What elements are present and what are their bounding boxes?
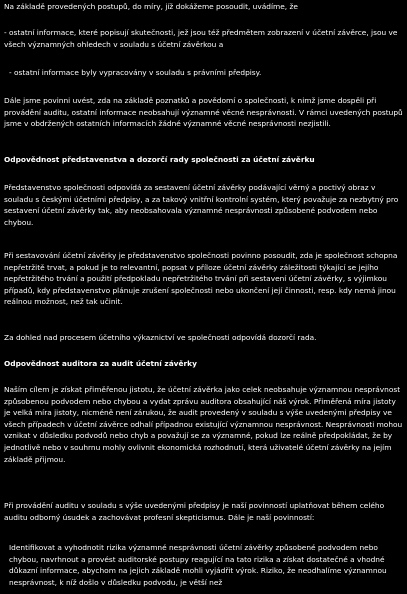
audit-duties-paragraph: Při provádění auditu v souladu s výše uvedenými předpisy je naší povinností uplatňovat během celého auditu odborný úsudek a zachovávat profesní skepticismus. Dále je naší povinností: <box>4 501 385 522</box>
list-item-consistency: - ostatní informace, které popisují skutečnosti, jež jsou též předmětem zobrazení v účetní závěrce, jsou ve všech významných ohledech v souladu s účetní závěrkou a <box>4 28 398 49</box>
list-item-compliance: - ostatní informace byly vypracovány v souladu s právními předpisy. <box>9 68 262 77</box>
board-responsibility-paragraph: Představenstvo společnosti odpovídá za sestavení účetní závěrky podávající věrný a poctivý obraz v souladu s českými účetními předpisy, a za takový vnitřní kontrolní systém, který považuje za nezbytný pro sestavení účetní závěrky tak, aby neobsahovala významné nesprávnosti způsobené podvodem nebo chybou. <box>4 183 399 227</box>
supervisory-board-paragraph: Za dohled nad procesem účetního výkaznictví ve společnosti odpovídá dozorčí rada. <box>4 333 317 342</box>
going-concern-paragraph: Při sestavování účetní závěrky je představenstvo společnosti povinno posoudit, zda je společnost schopna nepřetržitě trvat, a pokud je to relevantní, popsat v příloze účetní závěrky záležitosti týkající se jejího nepřetržitého trvání a použití předpokladu nepřetržitého trvání při sestavení účetní závěrky, s výjimkou případů, kdy představenstvo plánuje zrušení společnosti nebo ukončení její činnosti, resp. kdy nemá jinou reálnou možnost, než tak učinit. <box>4 251 398 307</box>
section-heading-board-responsibility: Odpovědnost představenstva a dozorčí rady společnosti za účetní závěrku <box>4 155 315 164</box>
obligation-paragraph: Dále jsme povinni uvést, zda na základě poznatků a povědomí o společnosti, k nimž jsme dospěli při provádění auditu, ostatní informace neobsahují významné věcné nesprávnosti. V rámci uvedených postupů jsme v obdržených ostatních informacích žádné významné věcné nesprávnosti nezjistili. <box>4 96 403 129</box>
audit-objective-paragraph: Naším cílem je získat přiměřenou jistotu, že účetní závěrka jako celek neobsahuje významnou nesprávnost způsobenou podvodem nebo chybou a vydat zprávu auditora obsahující náš výrok. Přiměřená míra jistoty je velká míra jistoty, nicméně není zárukou, že audit provedený v souladu s výše uvedenými předpisy ve všech případech v účetní závěrce odhalí případnou existující významnou nesprávnost. Nesprávnosti mohou vznikat v důsledku podvodů nebo chyb a považují se za významné, pokud lze reálně předpokládat, že by jednotlivě nebo v souhrnu mohly ovlivnit ekonomická rozhodnutí, která uživatelé účetní závěrky na jejím základě přijmou. <box>4 385 403 464</box>
list-item-risk-identification: Identifikovat a vyhodnotit rizika významné nesprávnosti účetní závěrky způsobené podvodem nebo chybou, navrhnout a provést auditorské postupy reagující na tato rizika a získat dostatečné a vhodné důkazní informace, abychom na jejich základě mohli vyjádřit výrok. Riziko, že neodhalíme významnou nesprávnost, k níž došlo v důsledku podvodu, je větší než <box>9 543 387 587</box>
section-heading-auditor-responsibility: Odpovědnost auditora za audit účetní závěrky <box>4 359 197 368</box>
intro-paragraph: Na základě provedených postupů, do míry, jíž dokážeme posoudit, uvádíme, že <box>4 2 298 11</box>
